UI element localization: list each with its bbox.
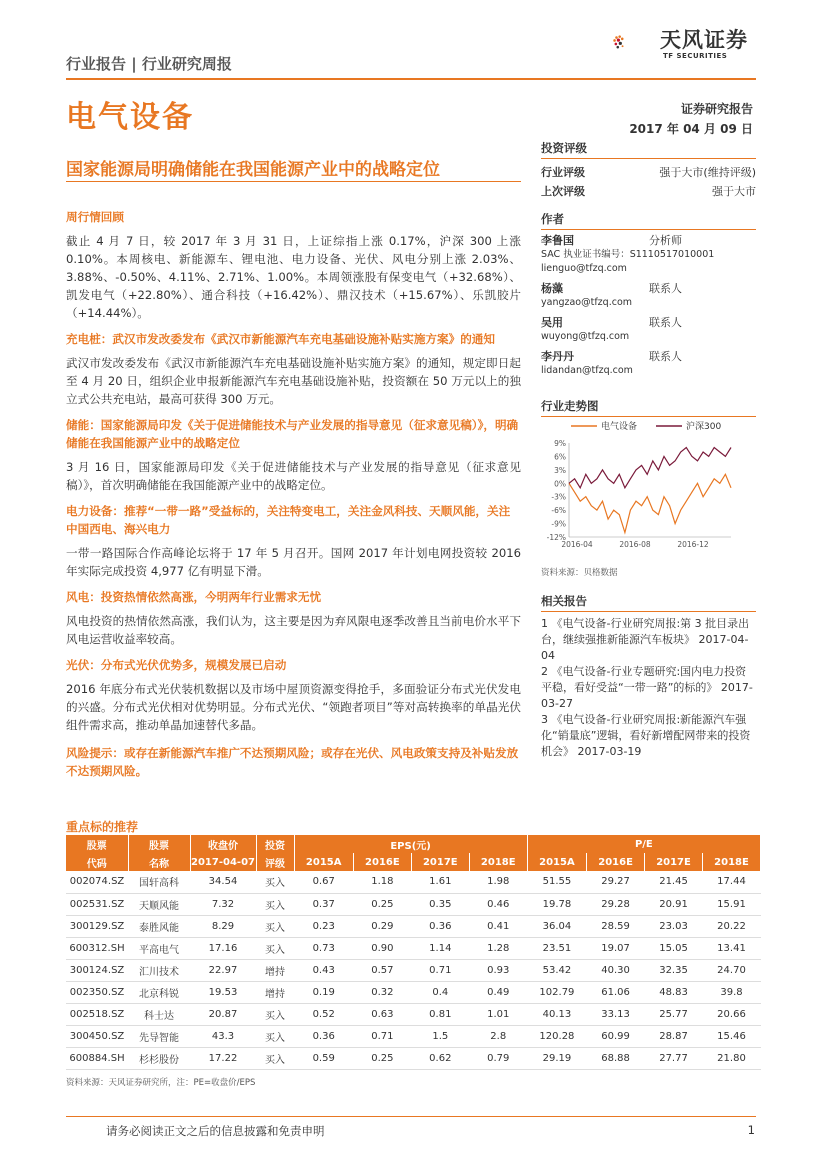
col-header: 2016E	[587, 853, 645, 871]
table-row	[66, 937, 761, 959]
table-cell: 0.46	[469, 893, 527, 915]
table-cell: 天顺风能	[128, 893, 190, 915]
author-name: 李丹丹	[541, 350, 574, 363]
table-cell: 61.06	[587, 981, 645, 1003]
table-cell: 15.46	[703, 1025, 761, 1047]
table-cell: 48.83	[645, 981, 703, 1003]
author-email[interactable]: wuyong@tfzq.com	[541, 331, 630, 342]
col-header: 代码	[66, 853, 128, 871]
col-header: 名称	[128, 853, 190, 871]
trend-title: 行业走势图	[541, 398, 756, 417]
author-role: 联系人	[649, 316, 682, 329]
table-cell: 300450.SZ	[66, 1025, 128, 1047]
rating-title: 投资评级	[541, 140, 756, 159]
table-cell: 国轩高科	[128, 871, 190, 893]
table-cell: 0.52	[294, 1003, 353, 1025]
table-row	[66, 1025, 761, 1047]
author-name: 吴用	[541, 316, 563, 329]
table-row	[66, 871, 761, 893]
section-paragraph: 一带一路国际合作高峰论坛将于 17 年 5 月召开。国网 2017 年计划电网投资较 2016 年实际完成投资 4,977 亿有明显下滑。	[66, 546, 521, 578]
rating-key: 上次评级	[541, 185, 585, 198]
table-cell: 29.27	[587, 871, 645, 893]
table-cell: 102.79	[527, 981, 586, 1003]
related-report-item[interactable]: 1 《电气设备-行业研究周报:第 3 批目录出台，继续强推新能源汽车板块》 2017-04-04	[541, 617, 750, 662]
table-cell: 汇川技术	[128, 959, 190, 981]
col-header: 2017E	[645, 853, 703, 871]
table-cell: 0.62	[411, 1047, 469, 1069]
table-cell: 20.22	[703, 915, 761, 937]
table-cell: 19.53	[190, 981, 256, 1003]
col-header: 2018E	[469, 853, 527, 871]
rating-key: 行业评级	[541, 166, 585, 179]
table-cell: 0.93	[469, 959, 527, 981]
section-title: 周行情回顾	[66, 210, 124, 224]
table-cell: 21.80	[703, 1047, 761, 1069]
table-cell: 19.78	[527, 893, 586, 915]
table-cell: 0.79	[469, 1047, 527, 1069]
related-report-item[interactable]: 2 《电气设备-行业专题研究:国内电力投资平稳，看好受益“一带一路”的标的》 2017-03-27	[541, 665, 753, 710]
author-name: 李鲁国	[541, 234, 574, 247]
industry-trend-chart	[541, 415, 756, 565]
table-cell: 买入	[256, 1025, 294, 1047]
table-cell: 0.81	[411, 1003, 469, 1025]
table-cell: 22.97	[190, 959, 256, 981]
y-tick-label: 9%	[554, 439, 566, 448]
table-cell: 平高电气	[128, 937, 190, 959]
logo-mark-icon	[613, 35, 623, 48]
table-cell: 28.59	[587, 915, 645, 937]
table-cell: 34.54	[190, 871, 256, 893]
table-cell: 53.42	[527, 959, 586, 981]
table-cell: 36.04	[527, 915, 586, 937]
section-paragraph: 2016 年底分布式光伏装机数据以及市场中屋顶资源变得抢手，多面验证分布式光伏发电的兴盛。分布式光伏相对优势明显。分布式光伏、“领跑者项目”等对高转换率的单晶光伏组件需求高，推动单晶加速替代多晶。	[66, 682, 521, 732]
table-cell: 先导智能	[128, 1025, 190, 1047]
sector-title: 电气设备	[66, 100, 194, 135]
y-tick-label: 6%	[554, 452, 566, 462]
x-tick-label: 2016-08	[619, 540, 651, 549]
rating-value: 强于大市(维持评级)	[659, 166, 756, 179]
table-cell: 0.29	[353, 915, 411, 937]
y-tick-label: -12%	[546, 533, 566, 542]
risk-warning: 风险提示：或存在新能源汽车推广不达预期风险；或存在光伏、风电政策支持及补贴发放不达预期风险。	[66, 746, 519, 778]
legend-label: 沪深300	[686, 422, 722, 432]
author-email[interactable]: yangzao@tfzq.com	[541, 297, 633, 308]
y-tick-label: -6%	[551, 506, 566, 516]
table-cell: 17.44	[703, 871, 761, 893]
company-logo	[612, 18, 660, 68]
table-cell: 0.25	[353, 1047, 411, 1069]
table-cell: 1.28	[469, 937, 527, 959]
table-cell: 17.16	[190, 937, 256, 959]
table-cell: 0.23	[294, 915, 353, 937]
table-cell: 买入	[256, 915, 294, 937]
table-cell: 买入	[256, 893, 294, 915]
section-title: 储能：国家能源局印发《关于促进储能技术与产业发展的指导意见（征求意见稿）》，明确储能在我国能源产业中的战略定位	[66, 418, 519, 450]
table-cell: 0.37	[294, 893, 353, 915]
table-cell: 51.55	[527, 871, 586, 893]
table-cell: 7.32	[190, 893, 256, 915]
table-cell: 买入	[256, 1047, 294, 1069]
table-cell: 24.70	[703, 959, 761, 981]
table-row	[66, 959, 761, 981]
table-cell: 增持	[256, 959, 294, 981]
table-cell: 17.22	[190, 1047, 256, 1069]
table-cell: 002350.SZ	[66, 981, 128, 1003]
table-note: 资料来源：天风证券研究所，注：PE=收盘价/EPS	[66, 1078, 256, 1088]
table-cell: 泰胜风能	[128, 915, 190, 937]
main-body	[66, 200, 521, 780]
y-tick-label: 3%	[554, 465, 566, 475]
table-header-row	[66, 835, 761, 853]
table-cell: 600884.SH	[66, 1047, 128, 1069]
author-email[interactable]: lidandan@tfzq.com	[541, 365, 633, 376]
report-date: 2017 年 04 月 09 日	[629, 122, 753, 136]
legend-label: 电气设备	[601, 422, 638, 432]
table-subheader-row	[66, 853, 761, 871]
table-cell: 002518.SZ	[66, 1003, 128, 1025]
footer-disclaimer: 请务必阅读正文之后的信息披露和免责申明	[106, 1124, 325, 1138]
author-title: 作者	[541, 211, 756, 230]
table-cell: 0.36	[294, 1025, 353, 1047]
table-cell: 23.51	[527, 937, 586, 959]
author-block	[541, 234, 756, 378]
table-cell: 15.91	[703, 893, 761, 915]
table-cell: 19.07	[587, 937, 645, 959]
table-cell: 1.18	[353, 871, 411, 893]
x-tick-label: 2016-04	[561, 540, 593, 549]
table-row	[66, 981, 761, 1003]
rating-row	[541, 163, 756, 182]
table-cell: 23.03	[645, 915, 703, 937]
table-cell: 1.01	[469, 1003, 527, 1025]
table-cell: 15.05	[645, 937, 703, 959]
table-cell: 0.49	[469, 981, 527, 1003]
table-cell: 1.5	[411, 1025, 469, 1047]
table-cell: 1.61	[411, 871, 469, 893]
table-cell: 29.19	[527, 1047, 586, 1069]
table-cell: 科士达	[128, 1003, 190, 1025]
headline-rule	[66, 181, 521, 182]
table-cell: 买入	[256, 871, 294, 893]
chart-source: 资料来源：贝格数据	[541, 568, 618, 578]
table-row	[66, 915, 761, 937]
author-role: 联系人	[649, 282, 682, 295]
section-title: 电力设备：推荐“一带一路”受益标的，关注特变电工，关注金风科技、天顺风能，关注中国西电、海兴电力	[66, 504, 511, 536]
x-tick-label: 2016-12	[677, 540, 709, 549]
col-header: 股票	[128, 835, 190, 853]
table-cell: 0.67	[294, 871, 353, 893]
table-cell: 300124.SZ	[66, 959, 128, 981]
table-cell: 买入	[256, 1003, 294, 1025]
col-header: 2015A	[294, 853, 353, 871]
y-tick-label: -3%	[551, 492, 566, 502]
section-title: 充电桩：武汉市发改委发布《武汉市新能源汽车充电基础设施补贴实施方案》的通知	[66, 332, 495, 346]
table-cell: 32.35	[645, 959, 703, 981]
table-title: 重点标的推荐	[66, 820, 139, 834]
y-tick-label: 0%	[554, 479, 566, 489]
table-cell: 39.8	[703, 981, 761, 1003]
col-header: 股票	[66, 835, 128, 853]
table-cell: 60.99	[587, 1025, 645, 1047]
table-cell: 买入	[256, 937, 294, 959]
document-type: 行业报告 | 行业研究周报	[66, 55, 232, 73]
table-cell: 600312.SH	[66, 937, 128, 959]
table-cell: 0.32	[353, 981, 411, 1003]
table-cell: 28.87	[645, 1025, 703, 1047]
table-cell: 68.88	[587, 1047, 645, 1069]
table-cell: 300129.SZ	[66, 915, 128, 937]
table-cell: 20.87	[190, 1003, 256, 1025]
table-cell: 1.14	[411, 937, 469, 959]
section-paragraph: 3 月 16 日，国家能源局印发《关于促进储能技术与产业发展的指导意见（征求意见稿）》，首次明确储能在我国能源产业中的战略定位。	[66, 460, 521, 492]
col-header: 2017-04-07	[190, 853, 256, 871]
author-role: 分析师	[649, 234, 682, 247]
related-title: 相关报告	[541, 593, 756, 612]
table-cell: 120.28	[527, 1025, 586, 1047]
table-cell: 21.45	[645, 871, 703, 893]
table-row	[66, 893, 761, 915]
table-cell: 0.43	[294, 959, 353, 981]
table-cell: 20.91	[645, 893, 703, 915]
header-rule	[66, 78, 756, 80]
table-cell: 0.57	[353, 959, 411, 981]
table-cell: 0.73	[294, 937, 353, 959]
table-row	[66, 1003, 761, 1025]
section-title: 风电：投资热情依然高涨，今明两年行业需求无忧	[66, 590, 322, 604]
headline: 国家能源局明确储能在我国能源产业中的战略定位	[66, 160, 440, 180]
table-cell: 0.90	[353, 937, 411, 959]
recommendation-table	[66, 835, 761, 1070]
table-cell: 002074.SZ	[66, 871, 128, 893]
table-cell: 2.8	[469, 1025, 527, 1047]
col-header: 2018E	[703, 853, 761, 871]
table-cell: 27.77	[645, 1047, 703, 1069]
table-cell: 0.41	[469, 915, 527, 937]
y-tick-label: -9%	[551, 519, 566, 529]
section-paragraph: 风电投资的热情依然高涨，我们认为，这主要是因为弃风限电逐季改善且当前电价水平下风电运营收益率较高。	[66, 614, 521, 646]
table-cell: 0.19	[294, 981, 353, 1003]
series-line	[569, 448, 731, 488]
sidebar	[541, 140, 756, 421]
author-name: 杨藻	[541, 282, 563, 295]
table-cell: 0.36	[411, 915, 469, 937]
rating-value: 强于大市	[712, 185, 756, 198]
section-title: 光伏：分布式光伏优势多，规模发展已启动	[66, 658, 287, 672]
logo-text: 天风证券	[660, 28, 748, 52]
section-paragraph: 武汉市发改委发布《武汉市新能源汽车充电基础设施补贴实施方案》的通知，规定即日起至 4 月 20 日，组织企业申报新能源汽车充电基础设施补贴，投资额在 50 万元以上的独立式公共充电站，最高可获得 300 万元。	[66, 356, 521, 406]
col-header: EPS(元)	[294, 835, 527, 853]
table-cell: 002531.SZ	[66, 893, 128, 915]
report-label: 证券研究报告	[680, 102, 753, 116]
table-cell: 北京科锐	[128, 981, 190, 1003]
table-cell: 8.29	[190, 915, 256, 937]
col-header: 评级	[256, 853, 294, 871]
col-header: 收盘价	[190, 835, 256, 853]
col-header: 2017E	[411, 853, 469, 871]
col-header: P/E	[527, 835, 760, 853]
col-header: 2016E	[353, 853, 411, 871]
table-cell: 增持	[256, 981, 294, 1003]
table-cell: 0.4	[411, 981, 469, 1003]
col-header: 2015A	[527, 853, 586, 871]
author-role: 联系人	[649, 350, 682, 363]
table-cell: 0.59	[294, 1047, 353, 1069]
table-cell: 杉杉股份	[128, 1047, 190, 1069]
table-cell: 0.35	[411, 893, 469, 915]
table-cell: 33.13	[587, 1003, 645, 1025]
table-cell: 29.28	[587, 893, 645, 915]
related-reports	[541, 593, 756, 760]
table-cell: 0.25	[353, 893, 411, 915]
table-cell: 20.66	[703, 1003, 761, 1025]
col-header: 投资	[256, 835, 294, 853]
page-number: 1	[747, 1123, 755, 1137]
author-cert: SAC 执业证书编号：S1110517010001	[541, 249, 715, 260]
table-cell: 40.13	[527, 1003, 586, 1025]
footer-rule	[66, 1116, 756, 1117]
author-email[interactable]: lienguo@tfzq.com	[541, 263, 627, 274]
related-report-item[interactable]: 3 《电气设备-行业研究周报:新能源汽车强化“销量底”逻辑，看好新增配网带来的投资机会》 2017-03-19	[541, 713, 751, 758]
table-cell: 1.98	[469, 871, 527, 893]
rating-row	[541, 182, 756, 201]
series-line	[569, 474, 731, 532]
table-cell: 25.77	[645, 1003, 703, 1025]
table-row	[66, 1047, 761, 1069]
table-cell: 40.30	[587, 959, 645, 981]
table-cell: 0.63	[353, 1003, 411, 1025]
table-cell: 13.41	[703, 937, 761, 959]
table-cell: 0.71	[353, 1025, 411, 1047]
logo-english: TF SECURITIES	[663, 52, 728, 60]
section-paragraph: 截止 4 月 7 日，较 2017 年 3 月 31 日，上证综指上涨 0.17%，沪深 300 上涨 0.10%。本周核电、新能源车、锂电池、电力设备、光伏、风电分别上涨 2.03%、3.88%、-0.50%、4.11%、2.71%、1.00%。本周领涨股有保变电气（+32.68%）、凯发电气（+22.80%）、通合科技（+16.42%）、鼎汉技术（+15.67%）、乐凯胶片（+14.44%）。	[66, 234, 521, 320]
table-cell: 0.71	[411, 959, 469, 981]
table-cell: 43.3	[190, 1025, 256, 1047]
